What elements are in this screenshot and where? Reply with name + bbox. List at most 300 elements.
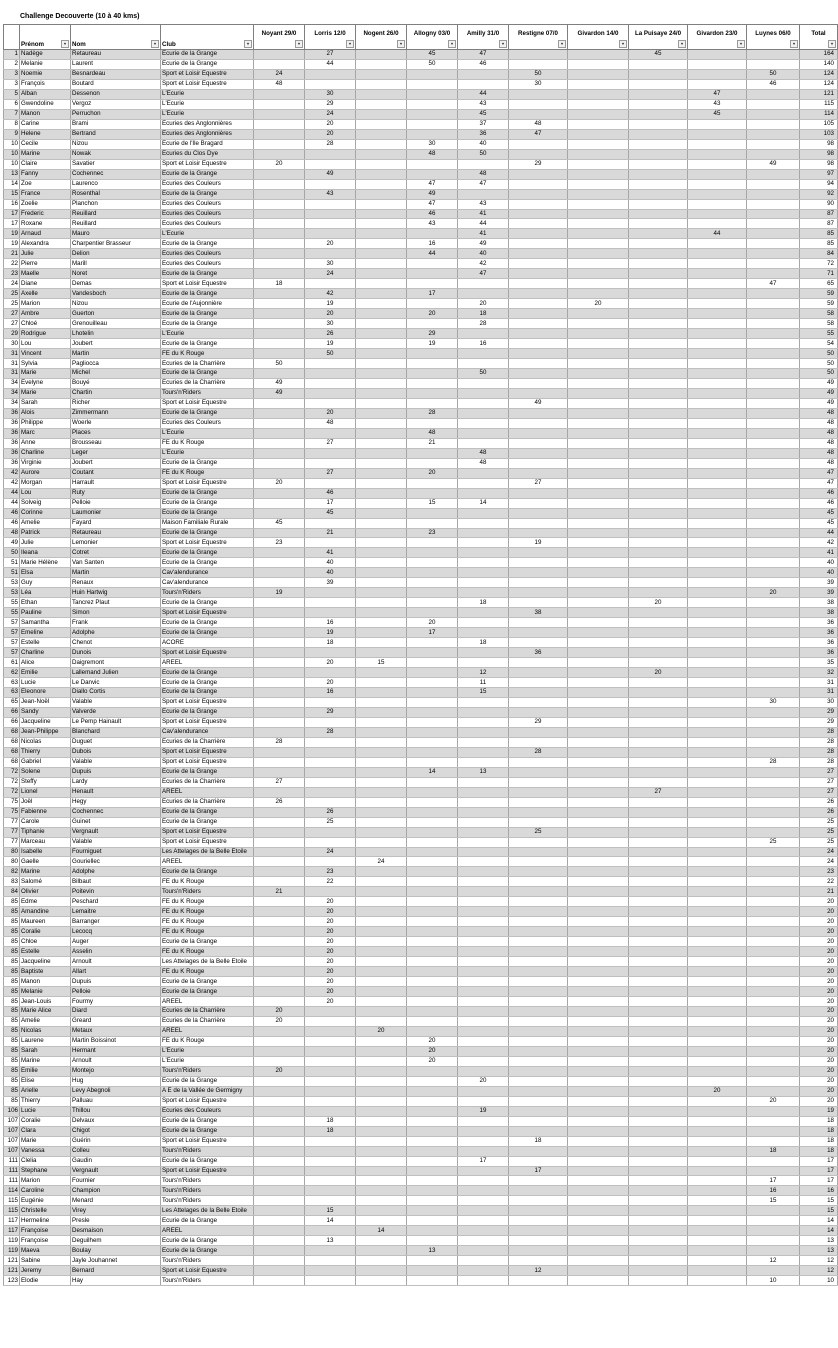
luynes-cell[interactable]: [747, 99, 800, 109]
allogny-cell[interactable]: 20: [407, 1036, 458, 1046]
nogent-cell[interactable]: [356, 149, 407, 159]
allogny-cell[interactable]: [407, 917, 458, 927]
givardon-2-cell[interactable]: [688, 129, 747, 139]
allogny-cell[interactable]: [407, 1086, 458, 1096]
givardon-2-cell[interactable]: [688, 528, 747, 538]
givardon-2-cell[interactable]: [688, 787, 747, 797]
nogent-cell[interactable]: [356, 588, 407, 598]
nom-cell[interactable]: Peschard: [71, 897, 161, 907]
rank-cell[interactable]: 8: [4, 119, 20, 129]
nom-cell[interactable]: Vergoz: [71, 99, 161, 109]
lorris-cell[interactable]: 20: [305, 119, 356, 129]
nogent-cell[interactable]: [356, 1116, 407, 1126]
noyant-cell[interactable]: [254, 877, 305, 887]
amilly-cell[interactable]: [458, 548, 509, 558]
club-cell[interactable]: ACORE: [161, 638, 254, 648]
amilly-cell[interactable]: 19: [458, 1106, 509, 1116]
la-puisaye-cell[interactable]: [629, 229, 688, 239]
prenom-cell[interactable]: Julie: [20, 249, 71, 259]
givardon-1-cell[interactable]: [568, 179, 629, 189]
la-puisaye-cell[interactable]: [629, 219, 688, 229]
rank-cell[interactable]: 72: [4, 777, 20, 787]
nogent-cell[interactable]: [356, 139, 407, 149]
restigne-cell[interactable]: 36: [509, 648, 568, 658]
la-puisaye-cell[interactable]: [629, 319, 688, 329]
lorris-cell[interactable]: [305, 179, 356, 189]
la-puisaye-cell[interactable]: [629, 1166, 688, 1176]
noyant-cell[interactable]: [254, 1156, 305, 1166]
nogent-cell[interactable]: [356, 478, 407, 488]
rank-cell[interactable]: 27: [4, 319, 20, 329]
allogny-cell[interactable]: [407, 1076, 458, 1086]
nogent-cell[interactable]: [356, 767, 407, 777]
allogny-cell[interactable]: [407, 638, 458, 648]
noyant-cell[interactable]: [254, 528, 305, 538]
club-cell[interactable]: FE du K Rouge: [161, 927, 254, 937]
lorris-cell[interactable]: [305, 827, 356, 837]
noyant-cell[interactable]: [254, 1206, 305, 1216]
nom-cell[interactable]: Fourmy: [71, 997, 161, 1007]
nogent-cell[interactable]: [356, 169, 407, 179]
amilly-cell[interactable]: [458, 1136, 509, 1146]
total-cell[interactable]: 25: [800, 837, 838, 847]
givardon-2-cell[interactable]: [688, 299, 747, 309]
restigne-cell[interactable]: [509, 329, 568, 339]
givardon-1-cell[interactable]: [568, 1086, 629, 1096]
rank-cell[interactable]: 53: [4, 588, 20, 598]
noyant-cell[interactable]: [254, 418, 305, 428]
la-puisaye-cell[interactable]: [629, 119, 688, 129]
nom-cell[interactable]: Martin Boissinot: [71, 1036, 161, 1046]
prenom-cell[interactable]: Zoe: [20, 179, 71, 189]
luynes-cell[interactable]: [747, 927, 800, 937]
givardon-2-cell[interactable]: [688, 688, 747, 698]
club-cell[interactable]: Cav'alendurance: [161, 578, 254, 588]
total-cell[interactable]: 32: [800, 668, 838, 678]
noyant-cell[interactable]: [254, 1036, 305, 1046]
givardon-1-cell[interactable]: [568, 239, 629, 249]
restigne-cell[interactable]: [509, 468, 568, 478]
club-cell[interactable]: FE du K Rouge: [161, 349, 254, 359]
prenom-cell[interactable]: Jeremy: [20, 1266, 71, 1276]
givardon-2-cell[interactable]: [688, 289, 747, 299]
luynes-cell[interactable]: [747, 129, 800, 139]
lorris-cell[interactable]: [305, 159, 356, 169]
nom-cell[interactable]: Guerton: [71, 309, 161, 319]
amilly-cell[interactable]: [458, 159, 509, 169]
givardon-1-cell[interactable]: [568, 1036, 629, 1046]
rank-cell[interactable]: 27: [4, 309, 20, 319]
amilly-cell[interactable]: [458, 747, 509, 757]
lorris-cell[interactable]: 17: [305, 498, 356, 508]
club-cell[interactable]: L'Ecurie: [161, 1046, 254, 1056]
givardon-1-cell[interactable]: [568, 767, 629, 777]
total-cell[interactable]: 20: [800, 927, 838, 937]
restigne-cell[interactable]: [509, 448, 568, 458]
luynes-cell[interactable]: [747, 1086, 800, 1096]
restigne-cell[interactable]: [509, 678, 568, 688]
nogent-cell[interactable]: [356, 219, 407, 229]
nom-cell[interactable]: Places: [71, 428, 161, 438]
nom-cell[interactable]: Pagliocca: [71, 359, 161, 369]
total-cell[interactable]: 20: [800, 947, 838, 957]
luynes-cell[interactable]: [747, 767, 800, 777]
filter-dropdown-icon[interactable]: ▾: [737, 40, 745, 48]
lorris-cell[interactable]: [305, 668, 356, 678]
nom-cell[interactable]: Martin: [71, 349, 161, 359]
rank-cell[interactable]: 66: [4, 717, 20, 727]
club-cell[interactable]: Les Attelages de la Belle Etoile: [161, 1206, 254, 1216]
total-cell[interactable]: 21: [800, 887, 838, 897]
givardon-2-cell[interactable]: [688, 897, 747, 907]
givardon-1-cell[interactable]: [568, 618, 629, 628]
total-cell[interactable]: 85: [800, 229, 838, 239]
rank-cell[interactable]: 117: [4, 1216, 20, 1226]
givardon-2-cell[interactable]: [688, 219, 747, 229]
prenom-cell[interactable]: Gaelle: [20, 857, 71, 867]
allogny-cell[interactable]: [407, 578, 458, 588]
givardon-1-cell[interactable]: [568, 578, 629, 588]
allogny-cell[interactable]: [407, 947, 458, 957]
lorris-cell[interactable]: [305, 229, 356, 239]
allogny-cell[interactable]: 50: [407, 59, 458, 69]
total-cell[interactable]: 40: [800, 568, 838, 578]
allogny-cell[interactable]: [407, 817, 458, 827]
allogny-cell[interactable]: [407, 478, 458, 488]
amilly-cell[interactable]: [458, 1016, 509, 1026]
total-cell[interactable]: 124: [800, 79, 838, 89]
givardon-2-cell[interactable]: [688, 1266, 747, 1276]
luynes-cell[interactable]: [747, 119, 800, 129]
nom-cell[interactable]: Dupuis: [71, 977, 161, 987]
amilly-cell[interactable]: [458, 528, 509, 538]
prenom-cell[interactable]: Guy: [20, 578, 71, 588]
total-cell[interactable]: 20: [800, 1076, 838, 1086]
allogny-cell[interactable]: [407, 737, 458, 747]
restigne-cell[interactable]: [509, 1176, 568, 1186]
total-cell[interactable]: 13: [800, 1236, 838, 1246]
lorris-cell[interactable]: [305, 588, 356, 598]
luynes-cell[interactable]: 12: [747, 1256, 800, 1266]
givardon-2-cell[interactable]: [688, 727, 747, 737]
nogent-cell[interactable]: [356, 508, 407, 518]
rank-cell[interactable]: 34: [4, 398, 20, 408]
allogny-cell[interactable]: [407, 897, 458, 907]
noyant-cell[interactable]: [254, 99, 305, 109]
amilly-cell[interactable]: [458, 1056, 509, 1066]
nom-cell[interactable]: Perruchon: [71, 109, 161, 119]
luynes-cell[interactable]: [747, 847, 800, 857]
luynes-cell[interactable]: 50: [747, 69, 800, 79]
la-puisaye-cell[interactable]: [629, 1007, 688, 1017]
nogent-cell[interactable]: [356, 628, 407, 638]
la-puisaye-cell[interactable]: [629, 608, 688, 618]
luynes-cell[interactable]: [747, 777, 800, 787]
restigne-cell[interactable]: [509, 807, 568, 817]
amilly-cell[interactable]: 48: [458, 458, 509, 468]
restigne-cell[interactable]: [509, 408, 568, 418]
givardon-2-cell[interactable]: [688, 119, 747, 129]
nom-cell[interactable]: Laumonier: [71, 508, 161, 518]
rank-cell[interactable]: 36: [4, 458, 20, 468]
total-cell[interactable]: 35: [800, 658, 838, 668]
nogent-cell[interactable]: [356, 1236, 407, 1246]
amilly-cell[interactable]: 42: [458, 259, 509, 269]
prenom-cell[interactable]: Gwendoline: [20, 99, 71, 109]
la-puisaye-cell[interactable]: [629, 458, 688, 468]
club-cell[interactable]: Ecurie de la Grange: [161, 1076, 254, 1086]
nogent-cell[interactable]: [356, 608, 407, 618]
lorris-cell[interactable]: 41: [305, 548, 356, 558]
noyant-cell[interactable]: [254, 488, 305, 498]
restigne-cell[interactable]: [509, 369, 568, 379]
amilly-cell[interactable]: [458, 69, 509, 79]
rank-cell[interactable]: 10: [4, 159, 20, 169]
givardon-2-cell[interactable]: 43: [688, 99, 747, 109]
lorris-cell[interactable]: 19: [305, 628, 356, 638]
club-cell[interactable]: Ecurie de la Grange: [161, 987, 254, 997]
la-puisaye-cell[interactable]: [629, 947, 688, 957]
club-cell[interactable]: AREEL: [161, 997, 254, 1007]
total-cell[interactable]: 87: [800, 209, 838, 219]
amilly-cell[interactable]: [458, 947, 509, 957]
la-puisaye-cell[interactable]: [629, 1016, 688, 1026]
club-cell[interactable]: FE du K Rouge: [161, 907, 254, 917]
nom-cell[interactable]: Palluau: [71, 1096, 161, 1106]
givardon-1-cell[interactable]: [568, 977, 629, 987]
rank-cell[interactable]: 1: [4, 50, 20, 60]
amilly-cell[interactable]: [458, 279, 509, 289]
rank-cell[interactable]: 77: [4, 817, 20, 827]
total-cell[interactable]: 20: [800, 1026, 838, 1036]
nogent-cell[interactable]: [356, 398, 407, 408]
nom-cell[interactable]: Bilbaut: [71, 877, 161, 887]
la-puisaye-cell[interactable]: [629, 149, 688, 159]
rank-cell[interactable]: 22: [4, 259, 20, 269]
la-puisaye-cell[interactable]: [629, 897, 688, 907]
givardon-2-cell[interactable]: [688, 877, 747, 887]
luynes-cell[interactable]: [747, 219, 800, 229]
givardon-1-cell[interactable]: [568, 259, 629, 269]
givardon-2-cell[interactable]: [688, 179, 747, 189]
allogny-cell[interactable]: [407, 747, 458, 757]
nom-cell[interactable]: Nizou: [71, 299, 161, 309]
total-cell[interactable]: 49: [800, 378, 838, 388]
amilly-cell[interactable]: [458, 418, 509, 428]
la-puisaye-cell[interactable]: [629, 1256, 688, 1266]
luynes-cell[interactable]: [747, 877, 800, 887]
allogny-cell[interactable]: [407, 608, 458, 618]
la-puisaye-cell[interactable]: [629, 239, 688, 249]
restigne-cell[interactable]: [509, 458, 568, 468]
nom-cell[interactable]: Leger: [71, 448, 161, 458]
lorris-cell[interactable]: [305, 1036, 356, 1046]
restigne-cell[interactable]: [509, 777, 568, 787]
luynes-cell[interactable]: 10: [747, 1276, 800, 1286]
givardon-1-cell[interactable]: [568, 189, 629, 199]
givardon-1-cell[interactable]: [568, 747, 629, 757]
luynes-cell[interactable]: [747, 887, 800, 897]
givardon-2-cell[interactable]: [688, 977, 747, 987]
total-cell[interactable]: 48: [800, 458, 838, 468]
la-puisaye-cell[interactable]: [629, 488, 688, 498]
givardon-2-cell[interactable]: [688, 588, 747, 598]
amilly-cell[interactable]: [458, 618, 509, 628]
club-cell[interactable]: L'Ecurie: [161, 1056, 254, 1066]
club-cell[interactable]: Ecurie de la Grange: [161, 937, 254, 947]
rank-cell[interactable]: 65: [4, 697, 20, 707]
givardon-2-cell[interactable]: [688, 448, 747, 458]
club-cell[interactable]: Ecuries des Couleurs: [161, 249, 254, 259]
noyant-cell[interactable]: 50: [254, 359, 305, 369]
restigne-cell[interactable]: [509, 668, 568, 678]
givardon-2-cell[interactable]: [688, 408, 747, 418]
nom-cell[interactable]: Zimmermann: [71, 408, 161, 418]
amilly-cell[interactable]: [458, 1116, 509, 1126]
givardon-1-cell[interactable]: [568, 688, 629, 698]
prenom-cell[interactable]: Vanessa: [20, 1146, 71, 1156]
nom-cell[interactable]: Delion: [71, 249, 161, 259]
prenom-cell[interactable]: Amelie: [20, 518, 71, 528]
luynes-cell[interactable]: [747, 967, 800, 977]
givardon-1-cell[interactable]: [568, 329, 629, 339]
club-cell[interactable]: Ecurie de la Grange: [161, 339, 254, 349]
amilly-cell[interactable]: 17: [458, 1156, 509, 1166]
total-cell[interactable]: 15: [800, 1196, 838, 1206]
nom-cell[interactable]: Duguet: [71, 737, 161, 747]
givardon-2-cell[interactable]: [688, 1146, 747, 1156]
lorris-cell[interactable]: 20: [305, 937, 356, 947]
givardon-1-cell[interactable]: [568, 877, 629, 887]
prenom-cell[interactable]: Arielle: [20, 1086, 71, 1096]
club-cell[interactable]: Ecurie de la Grange: [161, 1156, 254, 1166]
restigne-cell[interactable]: [509, 628, 568, 638]
nogent-cell[interactable]: [356, 209, 407, 219]
givardon-1-cell[interactable]: [568, 598, 629, 608]
restigne-cell[interactable]: [509, 1146, 568, 1156]
la-puisaye-cell[interactable]: [629, 837, 688, 847]
noyant-cell[interactable]: [254, 1196, 305, 1206]
prenom-cell[interactable]: Charline: [20, 448, 71, 458]
nom-cell[interactable]: Vergnault: [71, 827, 161, 837]
club-cell[interactable]: Sport et Loisir Equestre: [161, 697, 254, 707]
restigne-cell[interactable]: [509, 1196, 568, 1206]
lorris-cell[interactable]: 20: [305, 408, 356, 418]
lorris-cell[interactable]: 20: [305, 309, 356, 319]
restigne-cell[interactable]: [509, 269, 568, 279]
restigne-cell[interactable]: [509, 1216, 568, 1226]
rank-cell[interactable]: 36: [4, 438, 20, 448]
givardon-2-cell[interactable]: [688, 1226, 747, 1236]
amilly-cell[interactable]: 44: [458, 219, 509, 229]
luynes-cell[interactable]: [747, 917, 800, 927]
total-cell[interactable]: 23: [800, 867, 838, 877]
total-cell[interactable]: 24: [800, 857, 838, 867]
nom-cell[interactable]: Coutant: [71, 468, 161, 478]
prenom-cell[interactable]: Cecile: [20, 139, 71, 149]
restigne-cell[interactable]: 28: [509, 747, 568, 757]
noyant-cell[interactable]: [254, 109, 305, 119]
nom-cell[interactable]: Arnoult: [71, 1056, 161, 1066]
la-puisaye-cell[interactable]: [629, 1096, 688, 1106]
la-puisaye-cell[interactable]: [629, 1186, 688, 1196]
prenom-cell[interactable]: Ileana: [20, 548, 71, 558]
total-cell[interactable]: 58: [800, 319, 838, 329]
nogent-cell[interactable]: [356, 847, 407, 857]
noyant-cell[interactable]: [254, 209, 305, 219]
total-cell[interactable]: 30: [800, 697, 838, 707]
luynes-cell[interactable]: [747, 398, 800, 408]
restigne-cell[interactable]: [509, 1026, 568, 1036]
nom-cell[interactable]: Lecocq: [71, 927, 161, 937]
rank-cell[interactable]: 121: [4, 1256, 20, 1266]
total-cell[interactable]: 84: [800, 249, 838, 259]
nogent-cell[interactable]: [356, 518, 407, 528]
la-puisaye-cell[interactable]: [629, 1176, 688, 1186]
rank-cell[interactable]: 82: [4, 867, 20, 877]
amilly-cell[interactable]: [458, 648, 509, 658]
prenom-cell[interactable]: Marceau: [20, 837, 71, 847]
prenom-cell[interactable]: Marion: [20, 1176, 71, 1186]
lorris-cell[interactable]: 27: [305, 468, 356, 478]
total-cell[interactable]: 98: [800, 139, 838, 149]
amilly-cell[interactable]: 47: [458, 179, 509, 189]
nogent-cell[interactable]: [356, 89, 407, 99]
club-cell[interactable]: Ecurie de la Grange: [161, 807, 254, 817]
club-cell[interactable]: Sport et Loisir Equestre: [161, 1166, 254, 1176]
givardon-2-cell[interactable]: [688, 388, 747, 398]
la-puisaye-cell[interactable]: [629, 588, 688, 598]
prenom-cell[interactable]: Fabienne: [20, 807, 71, 817]
club-cell[interactable]: Sport et Loisir Equestre: [161, 159, 254, 169]
prenom-cell[interactable]: Marine: [20, 149, 71, 159]
amilly-cell[interactable]: 43: [458, 199, 509, 209]
nogent-cell[interactable]: [356, 648, 407, 658]
rank-cell[interactable]: 77: [4, 827, 20, 837]
la-puisaye-cell[interactable]: [629, 1066, 688, 1076]
club-cell[interactable]: L'Ecurie: [161, 89, 254, 99]
total-cell[interactable]: 87: [800, 219, 838, 229]
restigne-cell[interactable]: [509, 378, 568, 388]
nom-cell[interactable]: Boulay: [71, 1246, 161, 1256]
givardon-1-cell[interactable]: [568, 847, 629, 857]
amilly-cell[interactable]: 47: [458, 50, 509, 60]
nom-cell[interactable]: Auger: [71, 937, 161, 947]
club-cell[interactable]: Cav'alendurance: [161, 727, 254, 737]
prenom-cell[interactable]: Ambre: [20, 309, 71, 319]
givardon-1-cell[interactable]: [568, 1176, 629, 1186]
filter-dropdown-icon[interactable]: ▾: [619, 40, 627, 48]
prenom-cell[interactable]: Elise: [20, 1076, 71, 1086]
restigne-cell[interactable]: 25: [509, 827, 568, 837]
allogny-cell[interactable]: [407, 1016, 458, 1026]
restigne-cell[interactable]: [509, 1256, 568, 1266]
prenom-cell[interactable]: Lou: [20, 339, 71, 349]
prenom-cell[interactable]: Lou: [20, 488, 71, 498]
lorris-cell[interactable]: 16: [305, 618, 356, 628]
prenom-cell[interactable]: Corinne: [20, 508, 71, 518]
club-cell[interactable]: Ecurie de la Grange: [161, 289, 254, 299]
allogny-cell[interactable]: [407, 877, 458, 887]
nom-cell[interactable]: Presle: [71, 1216, 161, 1226]
club-cell[interactable]: Ecuries des Couleurs: [161, 199, 254, 209]
club-cell[interactable]: Ecurie de la Grange: [161, 50, 254, 60]
prenom-cell[interactable]: Nadège: [20, 50, 71, 60]
nom-cell[interactable]: Huin Hartwig: [71, 588, 161, 598]
givardon-1-cell[interactable]: [568, 89, 629, 99]
givardon-2-cell[interactable]: [688, 598, 747, 608]
noyant-cell[interactable]: [254, 957, 305, 967]
